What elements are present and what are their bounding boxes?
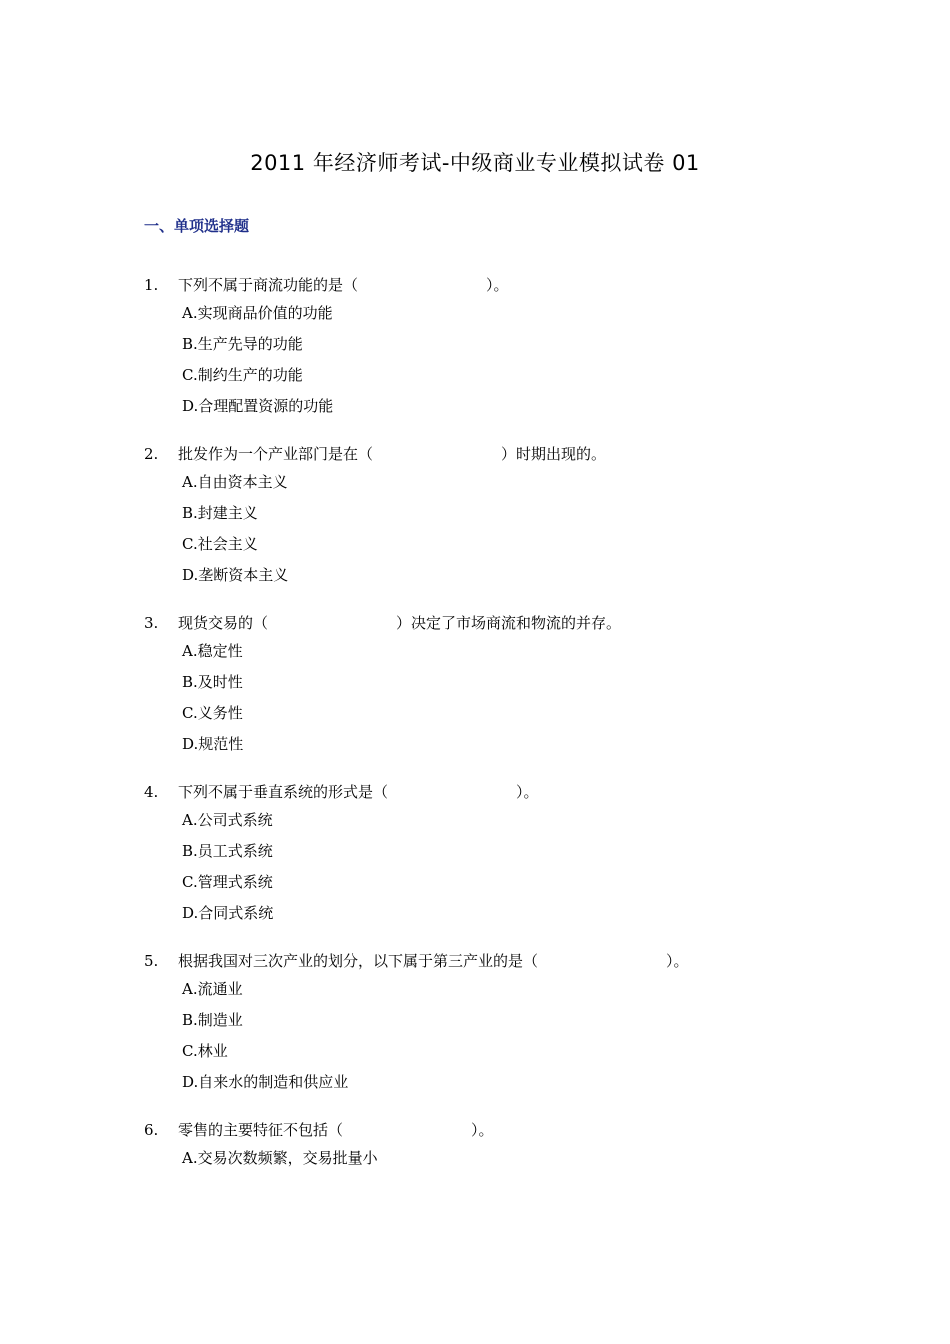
option-list (182, 298, 904, 422)
option-d: D.规范性 (182, 735, 244, 753)
question-text-before: 下列不属于商流功能的是（ (178, 276, 359, 294)
option-b: B.生产先导的功能 (182, 335, 303, 353)
option-c: C.管理式系统 (182, 873, 273, 891)
option-a: A.流通业 (182, 980, 243, 998)
question-text-before: 根据我国对三次产业的划分，以下属于第三产业的是（ (178, 952, 539, 970)
question-text-after: ）。 (666, 952, 689, 970)
question-2 (144, 441, 904, 591)
question-number: 4. (144, 783, 159, 801)
question-list (144, 272, 904, 1193)
question-number: 3. (144, 614, 159, 632)
option-c: C.制约生产的功能 (182, 366, 303, 384)
option-b: B.封建主义 (182, 504, 258, 522)
option-d: D.垄断资本主义 (182, 566, 289, 584)
option-b: B.制造业 (182, 1011, 243, 1029)
page-title: 2011 年经济师考试-中级商业专业模拟试卷 01 (250, 151, 700, 175)
option-list (182, 1143, 904, 1174)
question-stem (144, 610, 904, 636)
option-a: A.公司式系统 (182, 811, 273, 829)
option-a: A.实现商品价值的功能 (182, 304, 333, 322)
question-number: 2. (144, 445, 159, 463)
option-a: A.自由资本主义 (182, 473, 288, 491)
question-number: 6. (144, 1121, 159, 1139)
question-text-after: ）决定了市场商流和物流的并存。 (396, 614, 622, 632)
option-b: B.及时性 (182, 673, 243, 691)
question-stem (144, 1117, 904, 1143)
question-number: 5. (144, 952, 159, 970)
option-d: D.自来水的制造和供应业 (182, 1073, 349, 1091)
question-stem (144, 779, 904, 805)
question-stem (144, 272, 904, 298)
question-6 (144, 1117, 904, 1174)
question-text-before: 现货交易的（ (178, 614, 269, 632)
question-text-before: 零售的主要特征不包括（ (178, 1121, 344, 1139)
question-1 (144, 272, 904, 422)
question-text-before: 下列不属于垂直系统的形式是（ (178, 783, 389, 801)
question-number: 1. (144, 276, 159, 294)
option-list (182, 805, 904, 929)
option-list (182, 636, 904, 760)
question-3 (144, 610, 904, 760)
question-text-after: ）。 (471, 1121, 494, 1139)
option-a: A.稳定性 (182, 642, 243, 660)
question-text-before: 批发作为一个产业部门是在（ (178, 445, 374, 463)
option-d: D.合理配置资源的功能 (182, 397, 334, 415)
question-text-after: ）。 (516, 783, 539, 801)
option-list (182, 974, 904, 1098)
option-c: C.林业 (182, 1042, 228, 1060)
question-5 (144, 948, 904, 1098)
option-a: A.交易次数频繁，交易批量小 (182, 1149, 378, 1167)
question-stem (144, 441, 904, 467)
question-stem (144, 948, 904, 974)
option-list (182, 467, 904, 591)
question-4 (144, 779, 904, 929)
option-d: D.合同式系统 (182, 904, 274, 922)
option-c: C.社会主义 (182, 535, 258, 553)
question-text-after: ）。 (486, 276, 509, 294)
option-b: B.员工式系统 (182, 842, 273, 860)
question-text-after: ）时期出现的。 (501, 445, 607, 463)
option-c: C.义务性 (182, 704, 243, 722)
section-heading: 一、单项选择题 (144, 217, 250, 235)
